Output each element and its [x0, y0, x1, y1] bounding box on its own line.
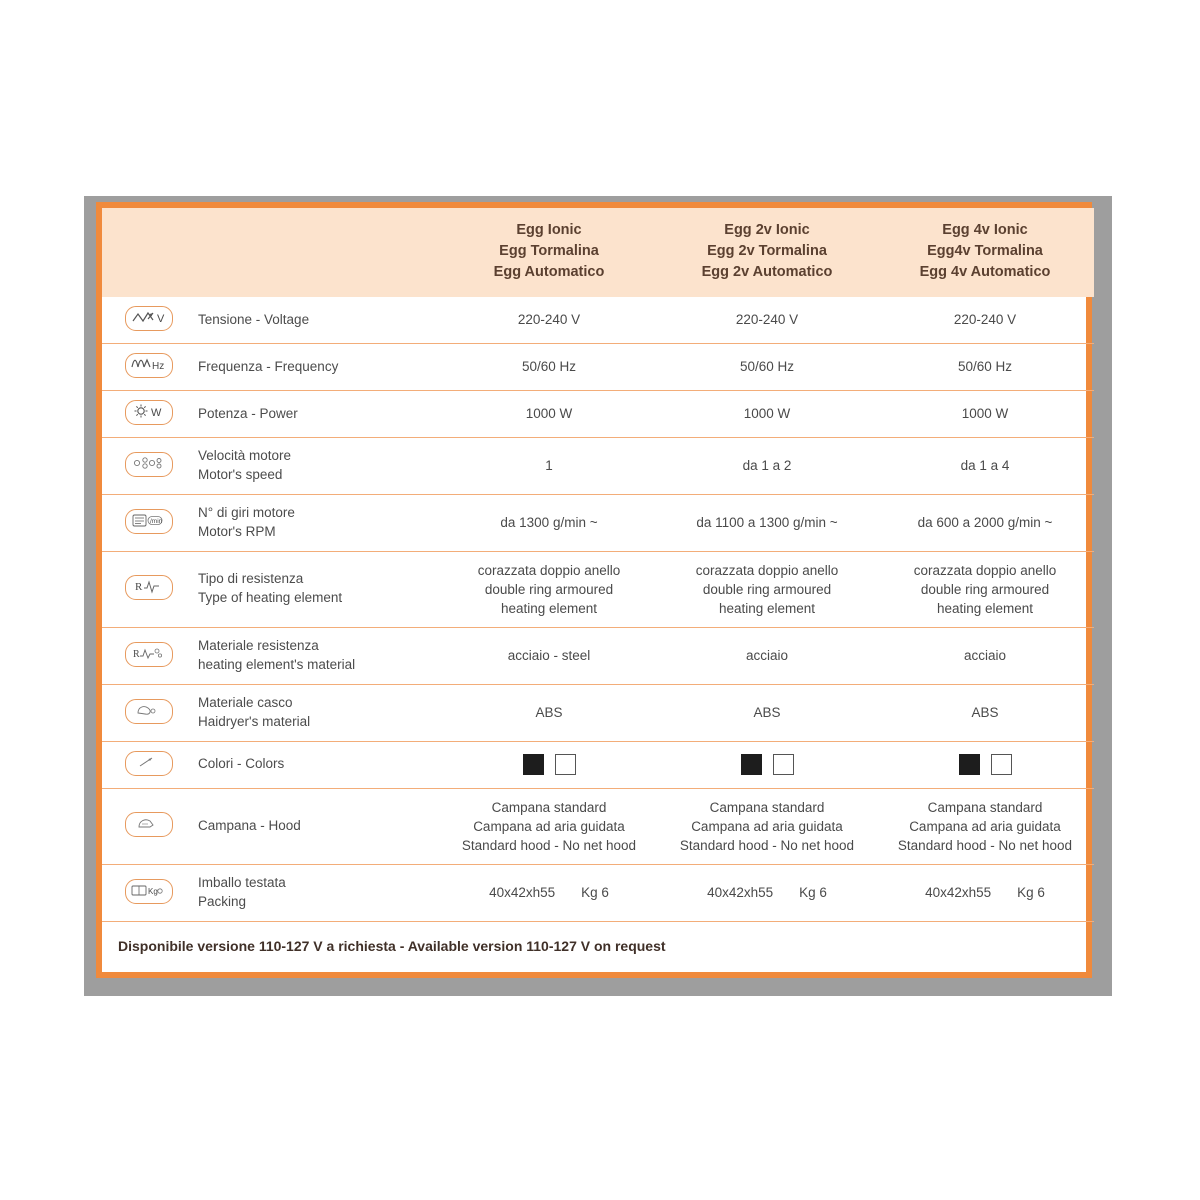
table-row	[102, 391, 1094, 438]
row-value-cell	[876, 494, 1094, 551]
value-line: 50/60 Hz	[957, 359, 1013, 375]
value-line: Campana ad aria guidata	[691, 818, 843, 834]
row-value-cell	[876, 297, 1094, 344]
row-label-cell	[190, 788, 440, 864]
table-row	[102, 628, 1094, 685]
row-label-line: Materiale resistenza	[198, 638, 319, 654]
value-line: corazzata doppio anello	[477, 562, 621, 578]
value-line: da 1 a 4	[960, 458, 1010, 474]
color-swatch-white	[773, 754, 794, 775]
header-column-egg-2v	[658, 208, 876, 297]
row-value-cell	[440, 494, 658, 551]
row-value-cell	[658, 344, 876, 391]
header-line: Egg 4v Ionic	[942, 222, 1028, 238]
specification-card	[96, 202, 1092, 978]
row-value-cell	[440, 391, 658, 438]
svg-text:Hz: Hz	[152, 361, 165, 373]
value-line: heating element	[718, 600, 816, 616]
row-label-cell	[190, 438, 440, 495]
table-header-row	[102, 208, 1094, 297]
hairdryer-material-icon	[125, 699, 173, 724]
specification-table	[102, 208, 1094, 972]
row-label-cell	[190, 628, 440, 685]
svg-text:Kg: Kg	[148, 887, 158, 896]
row-value-cell	[440, 865, 658, 922]
packing-size: 40x42xh55	[707, 885, 774, 901]
color-swatch-black	[959, 754, 980, 775]
packing-weight: Kg 6	[799, 885, 827, 901]
table-row	[102, 551, 1094, 627]
color-swatch-group	[882, 754, 1088, 775]
row-label-cell	[190, 297, 440, 344]
svg-text:W: W	[151, 407, 162, 420]
row-icon-cell	[102, 494, 190, 551]
color-swatch-black	[741, 754, 762, 775]
row-icon-cell	[102, 344, 190, 391]
value-line: 1	[545, 458, 553, 474]
row-label-cell	[190, 391, 440, 438]
power-icon	[125, 400, 173, 425]
row-icon-cell	[102, 628, 190, 685]
value-line: double ring armoured	[920, 581, 1050, 597]
row-label-cell	[190, 344, 440, 391]
value-line: 220-240 V	[735, 312, 799, 328]
row-icon-cell	[102, 438, 190, 495]
value-line: 50/60 Hz	[739, 359, 795, 375]
header-blank-cell	[102, 208, 440, 297]
row-value-cell	[876, 741, 1094, 788]
value-line: corazzata doppio anello	[695, 562, 839, 578]
row-value-cell	[440, 344, 658, 391]
table-footnote-row	[102, 921, 1094, 972]
row-label-line: N° di giri motore	[198, 504, 295, 520]
row-icon-cell	[102, 391, 190, 438]
header-column-egg-4v	[876, 208, 1094, 297]
value-line: Standard hood - No net hood	[461, 837, 637, 853]
row-label-line: Materiale casco	[198, 694, 293, 710]
row-value-cell	[876, 438, 1094, 495]
row-value-cell	[658, 494, 876, 551]
footnote-text: Disponibile versione 110-127 V a richiesta - Available version 110-127 V on request	[118, 937, 666, 954]
color-swatch-white	[991, 754, 1012, 775]
hood-icon	[125, 812, 173, 837]
table-row	[102, 684, 1094, 741]
heating-element-type-icon	[125, 575, 173, 600]
row-value-cell	[440, 741, 658, 788]
row-value-cell	[876, 344, 1094, 391]
value-line: acciaio	[963, 648, 1007, 664]
table-row	[102, 438, 1094, 495]
packing-icon	[125, 879, 173, 904]
value-line: da 1 a 2	[742, 458, 792, 474]
color-swatch-group	[446, 754, 652, 775]
table-row	[102, 788, 1094, 864]
row-label-cell	[190, 741, 440, 788]
header-line: Egg 2v Ionic	[724, 222, 810, 238]
header-line: Egg 2v Automatico	[701, 264, 833, 281]
value-line: Standard hood - No net hood	[679, 837, 855, 853]
value-line: ABS	[535, 705, 563, 721]
row-icon-cell	[102, 865, 190, 922]
row-value-cell	[658, 391, 876, 438]
header-line: Egg Tormalina	[499, 243, 599, 260]
svg-text:/min: /min	[150, 517, 163, 525]
row-label-line: Imballo testata	[198, 875, 286, 891]
row-value-cell	[876, 551, 1094, 627]
row-label-line: Tensione - Voltage	[198, 311, 310, 327]
row-label-line: Motor's speed	[198, 466, 283, 482]
header-line: Egg 4v Automatico	[919, 264, 1051, 281]
row-value-cell	[658, 741, 876, 788]
color-swatch-white	[555, 754, 576, 775]
row-value-cell	[876, 865, 1094, 922]
packing-size: 40x42xh55	[489, 885, 556, 901]
color-swatch-group	[664, 754, 870, 775]
value-line: Campana standard	[927, 799, 1043, 815]
value-line: ABS	[971, 705, 999, 721]
value-line: 220-240 V	[953, 312, 1017, 328]
value-line: Campana standard	[709, 799, 825, 815]
row-label-line: Colori - Colors	[198, 756, 285, 772]
packing-weight: Kg 6	[1017, 885, 1045, 901]
table-row	[102, 741, 1094, 788]
header-line: Egg Automatico	[493, 264, 605, 281]
table-row	[102, 494, 1094, 551]
row-value-cell	[658, 297, 876, 344]
row-value-cell	[440, 551, 658, 627]
header-line: Egg Ionic	[516, 222, 582, 238]
row-value-cell	[876, 391, 1094, 438]
value-line: ABS	[753, 705, 781, 721]
row-label-line: Tipo di resistenza	[198, 571, 304, 587]
table-row	[102, 865, 1094, 922]
value-line: Campana ad aria guidata	[909, 818, 1061, 834]
header-line: Egg 2v Tormalina	[707, 243, 827, 260]
row-label-cell	[190, 865, 440, 922]
svg-text:R: R	[133, 648, 140, 660]
value-line: 1000 W	[525, 406, 573, 422]
value-line: da 1100 a 1300 g/min ~	[696, 515, 838, 531]
row-label-cell	[190, 494, 440, 551]
footnote-cell	[102, 921, 1094, 972]
row-value-cell	[440, 684, 658, 741]
row-value-cell	[658, 628, 876, 685]
row-icon-cell	[102, 788, 190, 864]
row-label-line: Velocità motore	[198, 448, 292, 464]
row-value-cell	[876, 684, 1094, 741]
svg-text:R: R	[135, 581, 143, 594]
value-line: da 1300 g/min ~	[500, 515, 598, 531]
row-label-line: Potenza - Power	[198, 405, 298, 421]
row-label-line: Motor's RPM	[198, 523, 276, 539]
row-icon-cell	[102, 684, 190, 741]
value-line: corazzata doppio anello	[913, 562, 1057, 578]
packing-values	[664, 883, 870, 902]
packing-size: 40x42xh55	[925, 885, 992, 901]
value-line: 1000 W	[743, 406, 791, 422]
header-line: Egg4v Tormalina	[927, 243, 1043, 260]
row-label-cell	[190, 551, 440, 627]
row-value-cell	[658, 551, 876, 627]
row-label-line: Haidryer's material	[198, 713, 311, 729]
colors-icon	[125, 751, 173, 776]
value-line: da 600 a 2000 g/min ~	[917, 515, 1053, 531]
table-row	[102, 344, 1094, 391]
color-swatch-black	[523, 754, 544, 775]
packing-values	[882, 883, 1088, 902]
row-value-cell	[658, 684, 876, 741]
row-label-line: Packing	[198, 894, 247, 909]
row-icon-cell	[102, 741, 190, 788]
value-line: Campana ad aria guidata	[473, 818, 625, 834]
row-value-cell	[440, 788, 658, 864]
table-body	[102, 297, 1094, 972]
row-label-line: Frequenza - Frequency	[198, 358, 339, 374]
value-line: 50/60 Hz	[521, 359, 577, 375]
value-line: double ring armoured	[702, 581, 832, 597]
value-line: 220-240 V	[517, 312, 581, 328]
frequency-icon	[125, 353, 173, 378]
row-value-cell	[440, 297, 658, 344]
table-row	[102, 297, 1094, 344]
row-label-line: heating element's material	[198, 656, 356, 672]
value-line: double ring armoured	[484, 581, 614, 597]
value-line: acciaio	[745, 648, 789, 664]
row-value-cell	[658, 438, 876, 495]
row-value-cell	[658, 865, 876, 922]
row-value-cell	[876, 628, 1094, 685]
voltage-icon	[125, 306, 173, 331]
header-column-egg	[440, 208, 658, 297]
row-value-cell	[440, 438, 658, 495]
row-value-cell	[658, 788, 876, 864]
value-line: Standard hood - No net hood	[897, 837, 1073, 853]
packing-weight: Kg 6	[581, 885, 609, 901]
value-line: Campana standard	[491, 799, 607, 815]
row-value-cell	[876, 788, 1094, 864]
row-value-cell	[440, 628, 658, 685]
row-icon-cell	[102, 551, 190, 627]
motor-rpm-icon	[125, 509, 173, 534]
row-label-line: Campana - Hood	[198, 817, 301, 833]
heating-element-material-icon	[125, 642, 173, 667]
row-label-cell	[190, 684, 440, 741]
svg-text:V: V	[157, 313, 165, 326]
motor-speed-icon	[125, 452, 173, 477]
value-line: heating element	[500, 600, 598, 616]
row-icon-cell	[102, 297, 190, 344]
value-line: heating element	[936, 600, 1034, 616]
packing-values	[446, 883, 652, 902]
table-header	[102, 208, 1094, 297]
row-label-line: Type of heating element	[198, 590, 343, 606]
value-line: 1000 W	[961, 406, 1009, 422]
value-line: acciaio - steel	[507, 648, 591, 664]
